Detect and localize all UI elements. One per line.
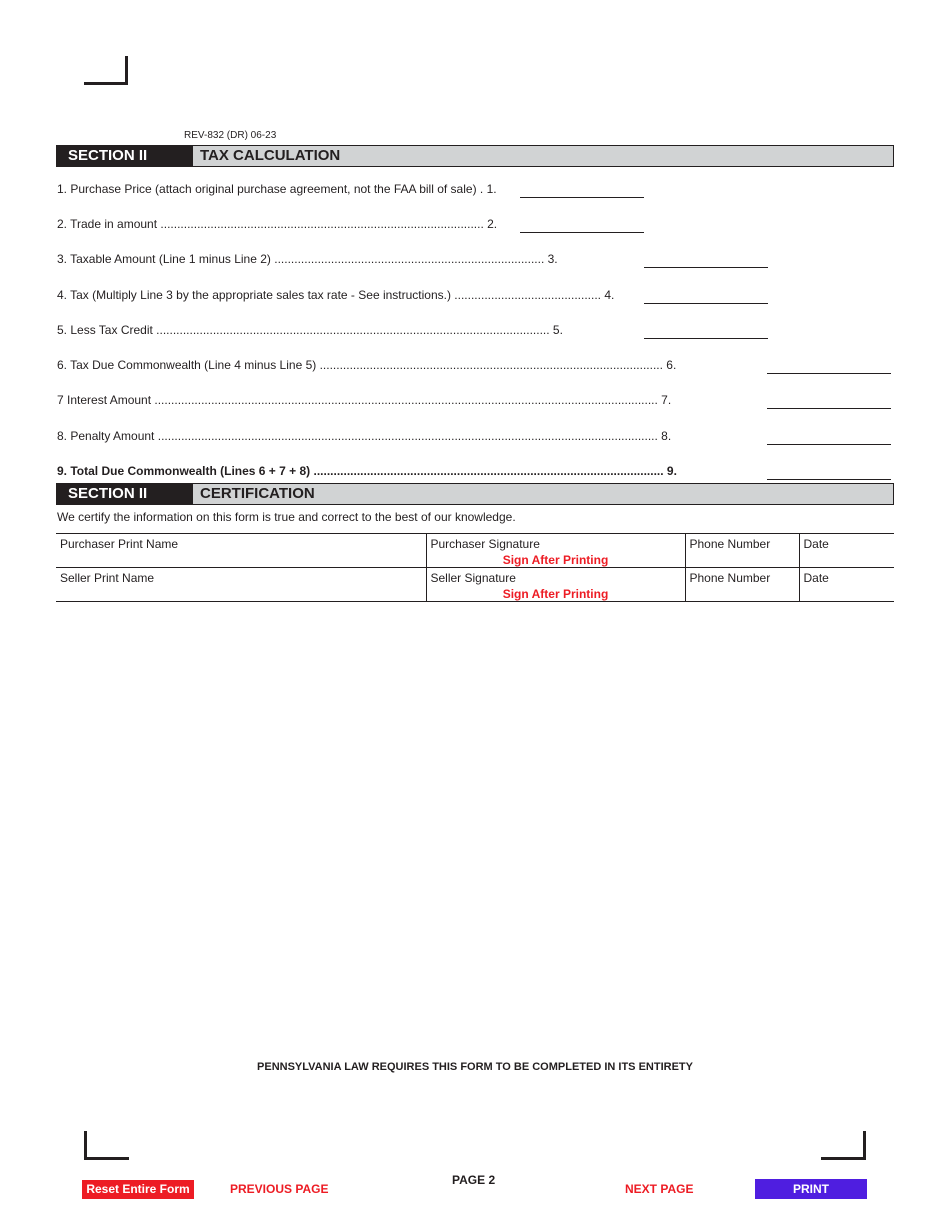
page-number: PAGE 2 — [452, 1173, 496, 1187]
line-label: 4. Tax (Multiply Line 3 by the appropriate sales tax rate - See instructions.) ............................................ 4. — [57, 288, 615, 302]
corner-mark-bottom-right — [863, 1131, 866, 1160]
section-title: CERTIFICATION — [200, 485, 315, 502]
trade-in-amount-field[interactable] — [520, 216, 644, 233]
seller-signature-cell — [426, 568, 685, 602]
interest-amount-field[interactable] — [767, 392, 891, 409]
line-tax — [57, 287, 637, 303]
line-label: 5. Less Tax Credit ...................................................................................................................... 5. — [57, 323, 563, 337]
line-purchase-price — [57, 181, 513, 197]
cell-label: Date — [803, 537, 829, 551]
corner-mark-top-left — [125, 56, 128, 85]
purchaser-print-name-cell[interactable] — [56, 534, 426, 568]
corner-mark-bottom-left — [84, 1157, 129, 1160]
table-row — [56, 568, 894, 602]
corner-mark-bottom-left — [84, 1131, 87, 1160]
seller-date-cell[interactable] — [799, 568, 894, 602]
corner-mark-bottom-right — [821, 1157, 866, 1160]
section-header-tax-calculation — [56, 145, 894, 167]
penalty-amount-field[interactable] — [767, 428, 891, 445]
section-title: TAX CALCULATION — [200, 147, 341, 164]
corner-mark-top-left — [84, 82, 128, 85]
line-total-due-commonwealth — [57, 463, 763, 479]
cell-label: Phone Number — [689, 537, 771, 551]
section-label: SECTION II — [57, 146, 193, 166]
sign-after-printing-note: Sign After Printing — [502, 553, 609, 567]
line-label: 6. Tax Due Commonwealth (Line 4 minus Line 5) ....................................................................................................... 6. — [57, 358, 677, 372]
purchase-price-field[interactable] — [520, 181, 644, 198]
line-label: 9. Total Due Commonwealth (Lines 6 + 7 + 8) ......................................................................................................... 9. — [57, 464, 677, 478]
line-taxable-amount — [57, 251, 637, 267]
seller-phone-cell[interactable] — [685, 568, 799, 602]
cell-label: Seller Signature — [430, 571, 516, 585]
sign-after-printing-note: Sign After Printing — [502, 587, 609, 601]
previous-page-button[interactable]: PREVIOUS PAGE — [230, 1182, 329, 1196]
line-tax-due-commonwealth — [57, 357, 763, 373]
seller-print-name-cell[interactable] — [56, 568, 426, 602]
line-label: 2. Trade in amount ................................................................................................. 2. — [57, 217, 498, 231]
less-tax-credit-field[interactable] — [644, 322, 768, 339]
purchaser-signature-cell — [426, 534, 685, 568]
line-penalty-amount — [57, 428, 763, 444]
cell-label: Date — [803, 571, 829, 585]
tax-field[interactable] — [644, 287, 768, 304]
line-label: 7 Interest Amount ....................................................................................................................................................... 7. — [57, 393, 672, 407]
print-button[interactable]: PRINT — [755, 1179, 867, 1199]
line-label: 3. Taxable Amount (Line 1 minus Line 2) ................................................................................. 3. — [57, 252, 558, 266]
line-label: 1. Purchase Price (attach original purchase agreement, not the FAA bill of sale) . 1. — [57, 182, 497, 196]
cell-label: Seller Print Name — [60, 571, 155, 585]
taxable-amount-field[interactable] — [644, 251, 768, 268]
section-label: SECTION II — [57, 484, 193, 504]
section-header-certification — [56, 483, 894, 505]
cell-label: Purchaser Signature — [430, 537, 540, 551]
reset-form-button[interactable]: Reset Entire Form — [82, 1180, 194, 1199]
line-label: 8. Penalty Amount ...................................................................................................................................................... 8. — [57, 429, 672, 443]
cell-label: Phone Number — [689, 571, 771, 585]
certification-statement: We certify the information on this form is true and correct to the best of our knowledge. — [57, 510, 516, 524]
law-notice: PENNSYLVANIA LAW REQUIRES THIS FORM TO BE COMPLETED IN ITS ENTIRETY — [257, 1061, 693, 1073]
form-code: REV-832 (DR) 06-23 — [184, 130, 277, 141]
cell-label: Purchaser Print Name — [60, 537, 179, 551]
tax-due-commonwealth-field[interactable] — [767, 357, 891, 374]
signature-table — [56, 533, 894, 602]
purchaser-phone-cell[interactable] — [685, 534, 799, 568]
total-due-commonwealth-field[interactable] — [767, 463, 891, 480]
table-row — [56, 534, 894, 568]
line-trade-in-amount — [57, 216, 513, 232]
next-page-button[interactable]: NEXT PAGE — [625, 1182, 694, 1196]
purchaser-date-cell[interactable] — [799, 534, 894, 568]
line-interest-amount — [57, 392, 763, 408]
line-less-tax-credit — [57, 322, 637, 338]
